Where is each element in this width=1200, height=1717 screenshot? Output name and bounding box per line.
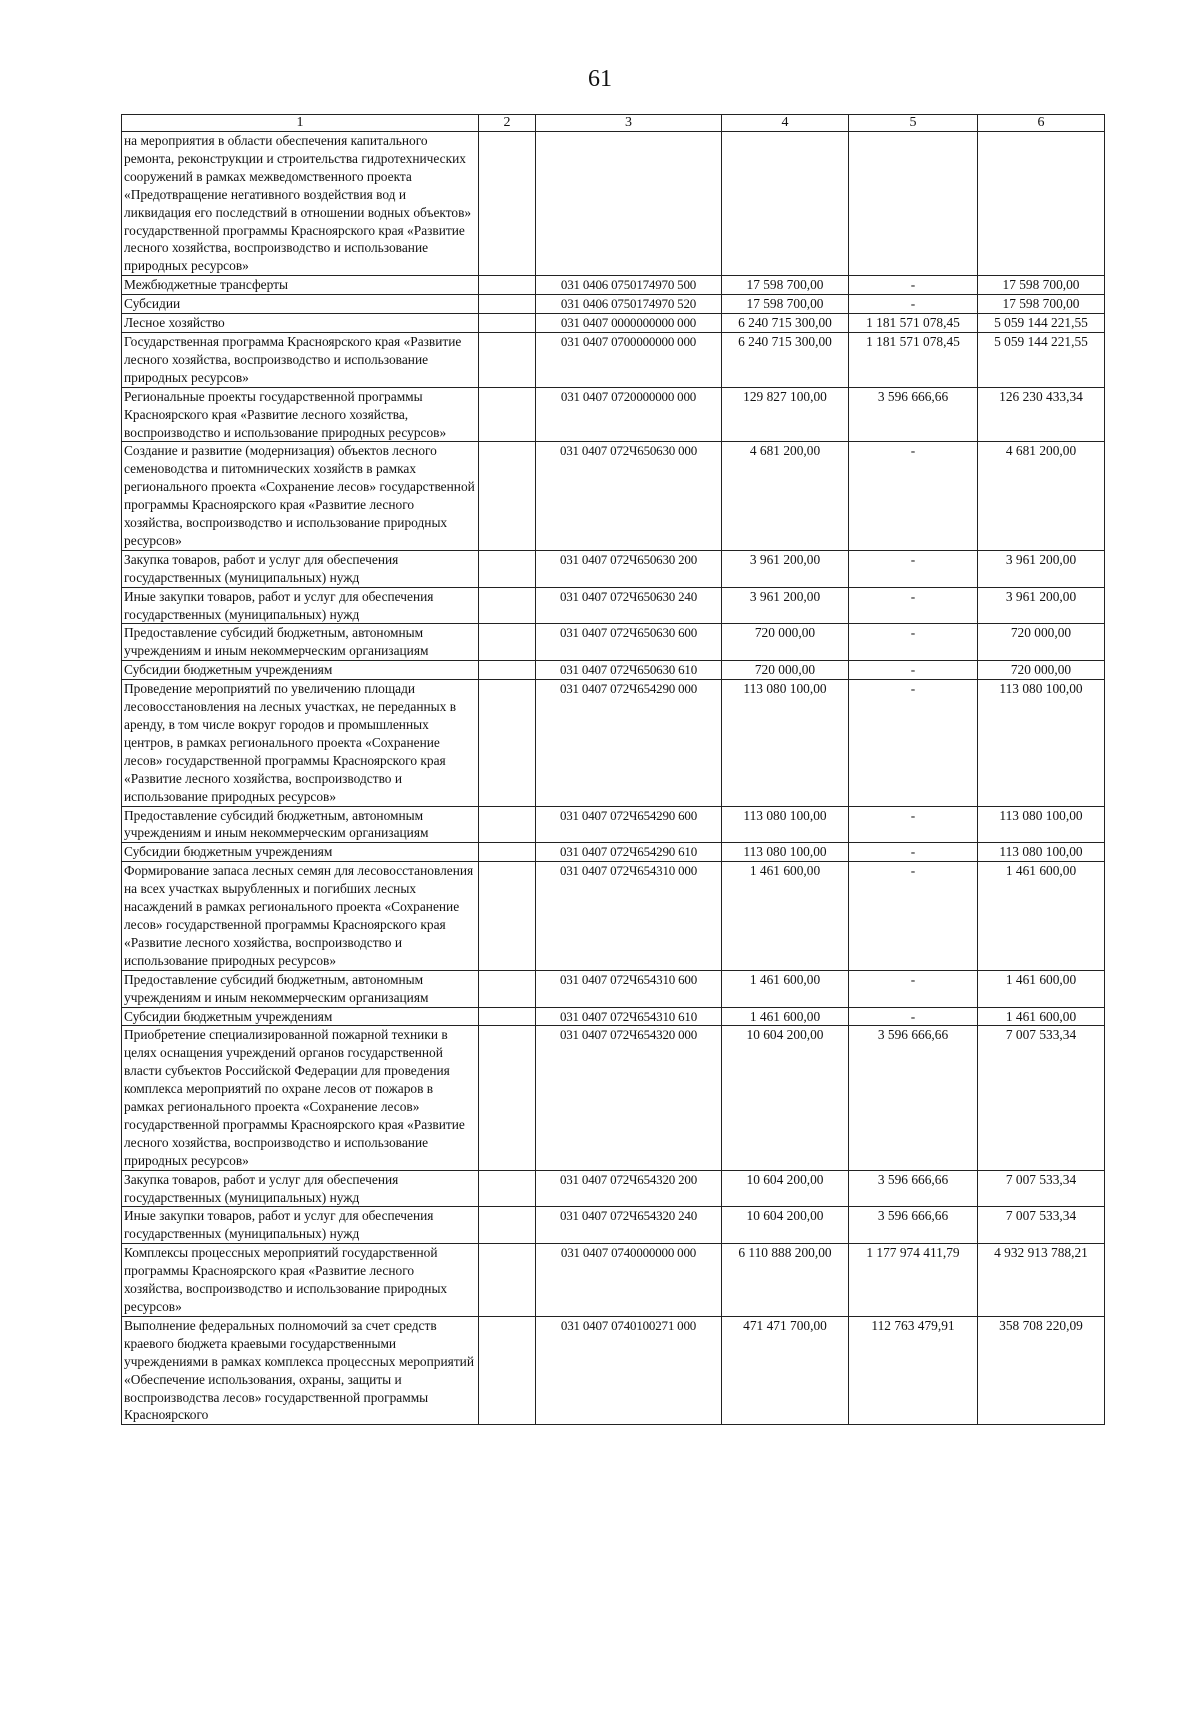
row-amount-cell: 113 080 100,00 xyxy=(722,843,849,862)
row-executed-cell: 3 596 666,66 xyxy=(849,1170,978,1207)
row-amount-cell: 10 604 200,00 xyxy=(722,1026,849,1170)
table-row xyxy=(122,276,1105,295)
row-executed-cell: - xyxy=(849,276,978,295)
row-amount-cell: 1 461 600,00 xyxy=(722,1007,849,1026)
row-remaining-cell: 358 708 220,09 xyxy=(978,1316,1105,1424)
table-row xyxy=(122,132,1105,276)
row-remaining-cell: 1 461 600,00 xyxy=(978,970,1105,1007)
row-amount-cell: 720 000,00 xyxy=(722,624,849,661)
header-row xyxy=(122,115,1105,132)
table-row xyxy=(122,1170,1105,1207)
row-remaining-cell: 7 007 533,34 xyxy=(978,1170,1105,1207)
page-number: 61 xyxy=(588,66,612,92)
header-col-1: 1 xyxy=(122,115,479,132)
row-col2-cell xyxy=(479,862,536,970)
row-executed-cell: 112 763 479,91 xyxy=(849,1316,978,1424)
row-col2-cell xyxy=(479,332,536,387)
row-amount-cell: 17 598 700,00 xyxy=(722,276,849,295)
row-executed-cell: - xyxy=(849,587,978,624)
table-row xyxy=(122,624,1105,661)
row-col2-cell xyxy=(479,806,536,843)
row-code-cell: 031 0407 072Ч650630 000 xyxy=(536,442,722,550)
row-col2-cell xyxy=(479,970,536,1007)
row-executed-cell: 1 181 571 078,45 xyxy=(849,332,978,387)
row-remaining-cell: 7 007 533,34 xyxy=(978,1026,1105,1170)
row-col2-cell xyxy=(479,276,536,295)
table-row xyxy=(122,862,1105,970)
row-col2-cell xyxy=(479,1170,536,1207)
row-code-cell: 031 0407 072Ч654290 000 xyxy=(536,680,722,806)
row-name-cell: Региональные проекты государственной программы Красноярского края «Развитие лесного хозяйства, воспроизводство и использование природных ресурсов» xyxy=(122,387,479,442)
row-code-cell: 031 0407 072Ч654320 000 xyxy=(536,1026,722,1170)
row-code-cell: 031 0407 072Ч654290 610 xyxy=(536,843,722,862)
row-name-cell: на мероприятия в области обеспечения капитального ремонта, реконструкции и строительства гидротехнических сооружений в рамках межведомственного проекта «Предотвращение негативного воздействия вод и ликвидация его последствий в отношении водных объектов» государственной программы Красноярского края «Развитие лесного хозяйства, воспроизводство и использование природных ресурсов» xyxy=(122,132,479,276)
row-amount-cell: 6 240 715 300,00 xyxy=(722,332,849,387)
header-col-6: 6 xyxy=(978,115,1105,132)
row-col2-cell xyxy=(479,295,536,314)
row-name-cell: Предоставление субсидий бюджетным, автономным учреждениям и иным некоммерческим организациям xyxy=(122,970,479,1007)
table-row xyxy=(122,332,1105,387)
budget-table xyxy=(121,114,1105,1425)
row-name-cell: Проведение мероприятий по увеличению площади лесовосстановления на лесных участках, не переданных в аренду, в том числе вокруг городов и промышленных центров, в рамках регионального проекта «Сохранение лесов» государственной программы Красноярского края «Развитие лесного хозяйства, воспроизводство и использование природных ресурсов» xyxy=(122,680,479,806)
row-executed-cell: - xyxy=(849,661,978,680)
row-col2-cell xyxy=(479,387,536,442)
row-remaining-cell: 113 080 100,00 xyxy=(978,806,1105,843)
row-remaining-cell: 3 961 200,00 xyxy=(978,550,1105,587)
table-row xyxy=(122,587,1105,624)
table-row xyxy=(122,843,1105,862)
row-code-cell: 031 0407 072Ч654320 200 xyxy=(536,1170,722,1207)
row-name-cell: Комплексы процессных мероприятий государственной программы Красноярского края «Развитие лесного хозяйства, воспроизводство и использование природных ресурсов» xyxy=(122,1244,479,1317)
row-amount-cell: 471 471 700,00 xyxy=(722,1316,849,1424)
row-executed-cell: - xyxy=(849,680,978,806)
row-name-cell: Закупка товаров, работ и услуг для обеспечения государственных (муниципальных) нужд xyxy=(122,1170,479,1207)
row-amount-cell xyxy=(722,132,849,276)
header-col-3: 3 xyxy=(536,115,722,132)
row-amount-cell: 6 240 715 300,00 xyxy=(722,314,849,333)
row-code-cell: 031 0407 0720000000 000 xyxy=(536,387,722,442)
row-name-cell: Предоставление субсидий бюджетным, автономным учреждениям и иным некоммерческим организациям xyxy=(122,806,479,843)
table-row xyxy=(122,680,1105,806)
row-executed-cell: 3 596 666,66 xyxy=(849,387,978,442)
row-remaining-cell xyxy=(978,132,1105,276)
row-name-cell: Приобретение специализированной пожарной техники в целях оснащения учреждений органов государственной власти субъектов Российской Федерации для проведения комплекса мероприятий по охране лесов от пожаров в рамках регионального проекта «Сохранение лесов» государственной программы Красноярского края «Развитие лесного хозяйства, воспроизводство и использование природных ресурсов» xyxy=(122,1026,479,1170)
row-name-cell: Субсидии xyxy=(122,295,479,314)
row-code-cell: 031 0407 0700000000 000 xyxy=(536,332,722,387)
row-col2-cell xyxy=(479,680,536,806)
row-amount-cell: 113 080 100,00 xyxy=(722,806,849,843)
row-amount-cell: 10 604 200,00 xyxy=(722,1207,849,1244)
row-executed-cell: - xyxy=(849,624,978,661)
table-row xyxy=(122,442,1105,550)
row-executed-cell: - xyxy=(849,843,978,862)
row-name-cell: Субсидии бюджетным учреждениям xyxy=(122,661,479,680)
row-remaining-cell: 720 000,00 xyxy=(978,661,1105,680)
table-row xyxy=(122,1026,1105,1170)
row-code-cell: 031 0407 072Ч654310 000 xyxy=(536,862,722,970)
row-name-cell: Выполнение федеральных полномочий за счет средств краевого бюджета краевыми государственными учреждениями в рамках комплекса процессных мероприятий «Обеспечение использования, охраны, защиты и воспроизводства лесов» государственной программы Красноярского xyxy=(122,1316,479,1424)
row-name-cell: Государственная программа Красноярского края «Развитие лесного хозяйства, воспроизводство и использование природных ресурсов» xyxy=(122,332,479,387)
row-executed-cell: - xyxy=(849,550,978,587)
table-row xyxy=(122,1244,1105,1317)
row-executed-cell: - xyxy=(849,442,978,550)
row-code-cell: 031 0407 0740000000 000 xyxy=(536,1244,722,1317)
row-remaining-cell: 126 230 433,34 xyxy=(978,387,1105,442)
row-name-cell: Предоставление субсидий бюджетным, автономным учреждениям и иным некоммерческим организациям xyxy=(122,624,479,661)
row-executed-cell: - xyxy=(849,1007,978,1026)
row-name-cell: Иные закупки товаров, работ и услуг для обеспечения государственных (муниципальных) нужд xyxy=(122,1207,479,1244)
row-col2-cell xyxy=(479,1007,536,1026)
row-executed-cell: 3 596 666,66 xyxy=(849,1026,978,1170)
table-row xyxy=(122,295,1105,314)
row-col2-cell xyxy=(479,442,536,550)
row-col2-cell xyxy=(479,1207,536,1244)
row-remaining-cell: 4 681 200,00 xyxy=(978,442,1105,550)
row-executed-cell: 1 181 571 078,45 xyxy=(849,314,978,333)
row-amount-cell: 4 681 200,00 xyxy=(722,442,849,550)
row-code-cell: 031 0407 072Ч654310 600 xyxy=(536,970,722,1007)
row-amount-cell: 3 961 200,00 xyxy=(722,587,849,624)
row-amount-cell: 113 080 100,00 xyxy=(722,680,849,806)
row-name-cell: Лесное хозяйство xyxy=(122,314,479,333)
row-code-cell: 031 0407 072Ч650630 200 xyxy=(536,550,722,587)
row-col2-cell xyxy=(479,550,536,587)
row-remaining-cell: 113 080 100,00 xyxy=(978,843,1105,862)
row-remaining-cell: 1 461 600,00 xyxy=(978,1007,1105,1026)
table-header xyxy=(122,115,1105,132)
table-row xyxy=(122,1207,1105,1244)
row-code-cell: 031 0407 072Ч654320 240 xyxy=(536,1207,722,1244)
row-amount-cell: 17 598 700,00 xyxy=(722,295,849,314)
row-col2-cell xyxy=(479,587,536,624)
row-name-cell: Формирование запаса лесных семян для лесовосстановления на всех участках вырубленных и погибших лесных насаждений в рамках регионального проекта «Сохранение лесов» государственной программы Красноярского края «Развитие лесного хозяйства, воспроизводство и использование природных ресурсов» xyxy=(122,862,479,970)
row-col2-cell xyxy=(479,1316,536,1424)
row-remaining-cell: 5 059 144 221,55 xyxy=(978,314,1105,333)
row-executed-cell: 1 177 974 411,79 xyxy=(849,1244,978,1317)
row-col2-cell xyxy=(479,661,536,680)
row-amount-cell: 6 110 888 200,00 xyxy=(722,1244,849,1317)
row-code-cell: 031 0407 072Ч650630 240 xyxy=(536,587,722,624)
row-amount-cell: 129 827 100,00 xyxy=(722,387,849,442)
row-code-cell: 031 0407 072Ч650630 610 xyxy=(536,661,722,680)
row-code-cell: 031 0407 072Ч650630 600 xyxy=(536,624,722,661)
row-remaining-cell: 4 932 913 788,21 xyxy=(978,1244,1105,1317)
row-remaining-cell: 17 598 700,00 xyxy=(978,295,1105,314)
row-col2-cell xyxy=(479,132,536,276)
table-row xyxy=(122,550,1105,587)
row-col2-cell xyxy=(479,1244,536,1317)
row-executed-cell xyxy=(849,132,978,276)
row-executed-cell: - xyxy=(849,970,978,1007)
row-code-cell: 031 0406 0750174970 520 xyxy=(536,295,722,314)
row-remaining-cell: 17 598 700,00 xyxy=(978,276,1105,295)
table-row xyxy=(122,387,1105,442)
row-remaining-cell: 1 461 600,00 xyxy=(978,862,1105,970)
row-code-cell: 031 0407 0740100271 000 xyxy=(536,1316,722,1424)
row-amount-cell: 720 000,00 xyxy=(722,661,849,680)
row-remaining-cell: 113 080 100,00 xyxy=(978,680,1105,806)
row-executed-cell: - xyxy=(849,806,978,843)
header-col-4: 4 xyxy=(722,115,849,132)
row-amount-cell: 1 461 600,00 xyxy=(722,862,849,970)
row-amount-cell: 3 961 200,00 xyxy=(722,550,849,587)
row-amount-cell: 1 461 600,00 xyxy=(722,970,849,1007)
row-code-cell xyxy=(536,132,722,276)
table-row xyxy=(122,1316,1105,1424)
row-name-cell: Субсидии бюджетным учреждениям xyxy=(122,843,479,862)
row-col2-cell xyxy=(479,843,536,862)
row-remaining-cell: 5 059 144 221,55 xyxy=(978,332,1105,387)
row-col2-cell xyxy=(479,624,536,661)
header-col-5: 5 xyxy=(849,115,978,132)
row-name-cell: Закупка товаров, работ и услуг для обеспечения государственных (муниципальных) нужд xyxy=(122,550,479,587)
row-code-cell: 031 0407 072Ч654290 600 xyxy=(536,806,722,843)
table-row xyxy=(122,1007,1105,1026)
row-name-cell: Субсидии бюджетным учреждениям xyxy=(122,1007,479,1026)
row-remaining-cell: 720 000,00 xyxy=(978,624,1105,661)
row-amount-cell: 10 604 200,00 xyxy=(722,1170,849,1207)
row-code-cell: 031 0407 0000000000 000 xyxy=(536,314,722,333)
table-row xyxy=(122,314,1105,333)
row-executed-cell: 3 596 666,66 xyxy=(849,1207,978,1244)
row-name-cell: Создание и развитие (модернизация) объектов лесного семеноводства и питомнических хозяйств в рамках регионального проекта «Сохранение лесов» государственной программы Красноярского края «Развитие лесного хозяйства, воспроизводство и использование природных ресурсов» xyxy=(122,442,479,550)
header-col-2: 2 xyxy=(479,115,536,132)
row-remaining-cell: 7 007 533,34 xyxy=(978,1207,1105,1244)
table-row xyxy=(122,806,1105,843)
row-col2-cell xyxy=(479,1026,536,1170)
row-remaining-cell: 3 961 200,00 xyxy=(978,587,1105,624)
row-code-cell: 031 0407 072Ч654310 610 xyxy=(536,1007,722,1026)
row-executed-cell: - xyxy=(849,862,978,970)
row-executed-cell: - xyxy=(849,295,978,314)
table-row xyxy=(122,970,1105,1007)
row-code-cell: 031 0406 0750174970 500 xyxy=(536,276,722,295)
row-name-cell: Межбюджетные трансферты xyxy=(122,276,479,295)
row-col2-cell xyxy=(479,314,536,333)
table-row xyxy=(122,661,1105,680)
table-body xyxy=(122,132,1105,1425)
row-name-cell: Иные закупки товаров, работ и услуг для обеспечения государственных (муниципальных) нужд xyxy=(122,587,479,624)
